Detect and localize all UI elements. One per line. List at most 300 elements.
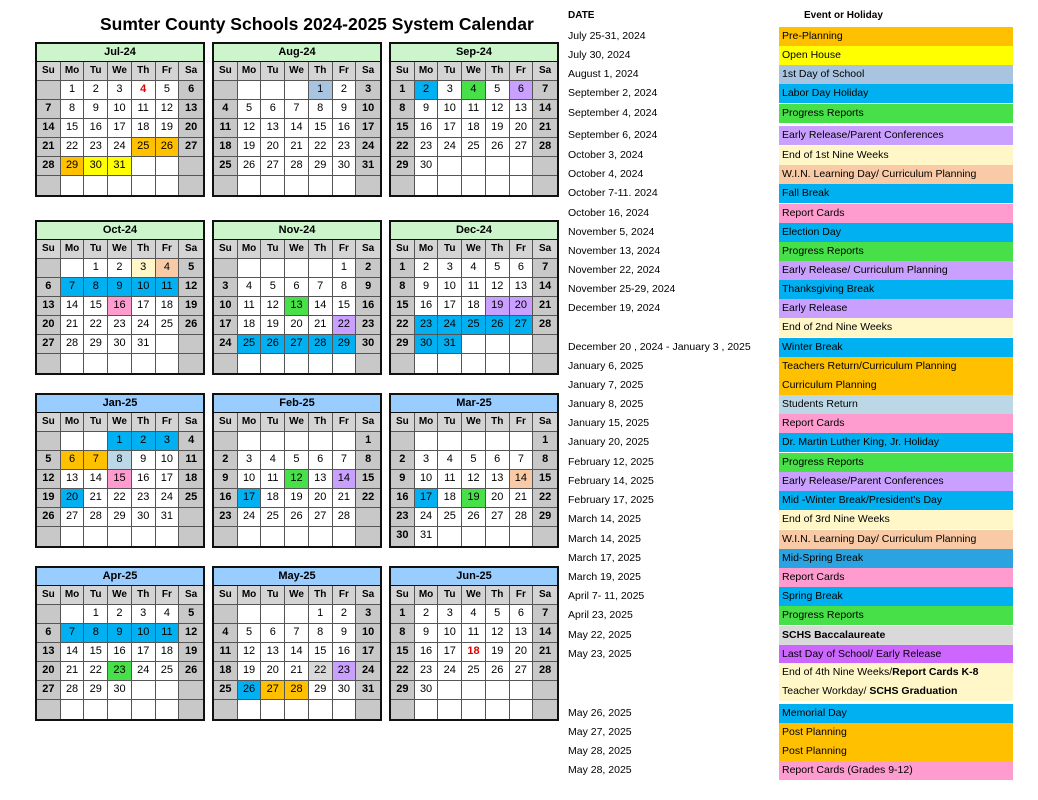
empty-day-cell <box>37 176 61 195</box>
empty-day-cell <box>333 700 357 719</box>
weekday-label: Th <box>309 413 333 432</box>
day-cell: 12 <box>179 624 203 643</box>
weekday-label: Mo <box>61 586 85 605</box>
weekday-label: Tu <box>438 62 462 81</box>
day-cell: 2 <box>214 451 238 470</box>
day-cell: 4 <box>156 259 180 278</box>
day-cell: 8 <box>61 100 85 119</box>
empty-day-cell <box>214 176 238 195</box>
day-cell: 28 <box>533 316 557 335</box>
event-label: Pre-Planning <box>779 27 1013 46</box>
empty-day-cell <box>356 176 380 195</box>
day-cell: 30 <box>415 335 439 354</box>
day-cell: 20 <box>510 643 534 662</box>
day-cell: 22 <box>309 662 333 681</box>
week-row <box>37 354 203 373</box>
empty-day-cell <box>415 700 439 719</box>
day-cell: 12 <box>261 297 285 316</box>
week-row <box>37 662 203 681</box>
empty-day-cell <box>238 259 262 278</box>
empty-day-cell <box>61 700 85 719</box>
week-row <box>391 259 557 278</box>
day-cell: 18 <box>462 297 486 316</box>
weekday-header <box>391 586 557 605</box>
weekday-label: Su <box>391 413 415 432</box>
week-row <box>391 470 557 489</box>
empty-day-cell <box>356 527 380 546</box>
empty-day-cell <box>61 354 85 373</box>
day-cell: 29 <box>533 508 557 527</box>
weekday-label: Mo <box>238 62 262 81</box>
day-cell: 7 <box>61 278 85 297</box>
day-cell: 5 <box>285 451 309 470</box>
day-cell: 8 <box>391 624 415 643</box>
week-row <box>37 470 203 489</box>
day-cell: 23 <box>108 316 132 335</box>
month-sep-24 <box>389 42 559 197</box>
day-cell: 13 <box>37 643 61 662</box>
empty-day-cell <box>285 527 309 546</box>
week-row <box>37 335 203 354</box>
day-cell: 26 <box>261 335 285 354</box>
day-cell: 29 <box>391 157 415 176</box>
week-row <box>214 100 380 119</box>
day-cell: 3 <box>132 605 156 624</box>
weekday-label: Tu <box>84 62 108 81</box>
day-cell: 24 <box>438 316 462 335</box>
event-label: Curriculum Planning <box>779 376 1013 395</box>
day-cell: 26 <box>238 681 262 700</box>
week-row <box>214 605 380 624</box>
empty-day-cell <box>132 176 156 195</box>
month-feb-25 <box>212 393 382 548</box>
weekday-label: Fr <box>333 413 357 432</box>
month-title: Sep-24 <box>391 44 557 62</box>
day-cell: 19 <box>285 489 309 508</box>
day-cell: 23 <box>415 316 439 335</box>
event-date: November 22, 2024 <box>568 264 661 276</box>
day-cell: 4 <box>214 100 238 119</box>
empty-day-cell <box>510 527 534 546</box>
day-cell: 27 <box>309 508 333 527</box>
week-row <box>214 157 380 176</box>
event-date: August 1, 2024 <box>568 68 639 80</box>
week-row <box>37 259 203 278</box>
day-cell: 11 <box>238 297 262 316</box>
day-cell: 31 <box>356 157 380 176</box>
day-cell: 14 <box>285 643 309 662</box>
day-cell: 9 <box>84 100 108 119</box>
day-cell: 14 <box>533 100 557 119</box>
day-cell: 22 <box>309 138 333 157</box>
day-cell: 14 <box>309 297 333 316</box>
day-cell: 5 <box>156 81 180 100</box>
day-cell: 30 <box>132 508 156 527</box>
week-row <box>214 662 380 681</box>
weekday-label: Mo <box>415 62 439 81</box>
day-cell: 14 <box>510 470 534 489</box>
empty-day-cell <box>510 432 534 451</box>
empty-day-cell <box>179 176 203 195</box>
event-date: February 17, 2025 <box>568 494 654 506</box>
day-cell: 1 <box>391 259 415 278</box>
empty-day-cell <box>156 176 180 195</box>
weekday-label: Sa <box>356 240 380 259</box>
event-date: July 30, 2024 <box>568 49 631 61</box>
day-cell: 9 <box>415 278 439 297</box>
week-row <box>214 700 380 719</box>
day-cell: 3 <box>214 278 238 297</box>
day-cell: 21 <box>37 138 61 157</box>
day-cell: 16 <box>108 297 132 316</box>
day-cell: 14 <box>61 297 85 316</box>
day-cell: 13 <box>261 643 285 662</box>
week-row <box>214 354 380 373</box>
empty-day-cell <box>214 81 238 100</box>
day-cell: 23 <box>391 508 415 527</box>
month-title: Jan-25 <box>37 395 203 413</box>
empty-day-cell <box>510 176 534 195</box>
week-row <box>37 605 203 624</box>
day-cell: 10 <box>438 624 462 643</box>
weekday-label: Th <box>309 586 333 605</box>
empty-day-cell <box>214 700 238 719</box>
day-cell: 6 <box>261 624 285 643</box>
empty-day-cell <box>179 335 203 354</box>
weekday-label: Fr <box>156 586 180 605</box>
month-dec-24 <box>389 220 559 375</box>
empty-day-cell <box>156 335 180 354</box>
day-cell: 16 <box>132 470 156 489</box>
event-label: Early Release/Parent Conferences <box>779 126 1013 145</box>
day-cell: 7 <box>510 451 534 470</box>
day-cell: 11 <box>156 278 180 297</box>
empty-day-cell <box>179 157 203 176</box>
event-label: W.I.N. Learning Day/ Curriculum Planning <box>779 165 1013 184</box>
empty-day-cell <box>309 432 333 451</box>
day-cell: 12 <box>486 624 510 643</box>
empty-day-cell <box>533 681 557 700</box>
day-cell: 2 <box>391 451 415 470</box>
empty-day-cell <box>238 527 262 546</box>
weekday-label: Tu <box>84 586 108 605</box>
day-cell: 6 <box>37 278 61 297</box>
weekday-header <box>37 413 203 432</box>
week-row <box>214 335 380 354</box>
event-label: Fall Break <box>779 184 1013 203</box>
day-cell: 27 <box>37 681 61 700</box>
event-label: SCHS Baccalaureate <box>779 626 1013 645</box>
week-row <box>214 119 380 138</box>
day-cell: 30 <box>108 335 132 354</box>
day-cell: 18 <box>238 316 262 335</box>
empty-day-cell <box>438 700 462 719</box>
day-cell: 8 <box>309 624 333 643</box>
event-label: 1st Day of School <box>779 65 1013 84</box>
day-cell: 24 <box>356 662 380 681</box>
empty-day-cell <box>108 527 132 546</box>
day-cell: 24 <box>356 138 380 157</box>
weekday-label: Th <box>132 62 156 81</box>
month-mar-25 <box>389 393 559 548</box>
empty-day-cell <box>132 700 156 719</box>
day-cell: 24 <box>438 662 462 681</box>
day-cell: 11 <box>214 119 238 138</box>
day-cell: 18 <box>261 489 285 508</box>
day-cell: 16 <box>415 297 439 316</box>
week-row <box>214 508 380 527</box>
weekday-header <box>214 413 380 432</box>
week-row <box>37 489 203 508</box>
weekday-label: Tu <box>261 586 285 605</box>
day-cell: 26 <box>238 157 262 176</box>
event-label: Mid -Winter Break/President's Day <box>779 491 1013 510</box>
event-label: Memorial Day <box>779 704 1013 723</box>
day-cell: 3 <box>238 451 262 470</box>
event-date: March 14, 2025 <box>568 533 641 545</box>
week-row <box>391 681 557 700</box>
day-cell: 7 <box>84 451 108 470</box>
week-row <box>214 624 380 643</box>
day-cell: 1 <box>84 605 108 624</box>
weekday-label: Su <box>37 413 61 432</box>
event-date: March 19, 2025 <box>568 571 641 583</box>
week-row <box>214 489 380 508</box>
day-cell: 15 <box>309 643 333 662</box>
day-cell: 16 <box>108 643 132 662</box>
empty-day-cell <box>179 681 203 700</box>
day-cell: 5 <box>238 624 262 643</box>
empty-day-cell <box>309 354 333 373</box>
weekday-label: Fr <box>156 413 180 432</box>
day-cell: 10 <box>356 624 380 643</box>
weekday-label: Sa <box>179 62 203 81</box>
weekday-label: Mo <box>238 586 262 605</box>
day-cell: 13 <box>61 470 85 489</box>
day-cell: 5 <box>179 605 203 624</box>
day-cell: 22 <box>533 489 557 508</box>
empty-day-cell <box>309 700 333 719</box>
empty-day-cell <box>333 432 357 451</box>
day-cell: 8 <box>84 278 108 297</box>
day-cell: 5 <box>37 451 61 470</box>
day-cell: 7 <box>333 451 357 470</box>
day-cell: 2 <box>356 259 380 278</box>
day-cell: 12 <box>285 470 309 489</box>
day-cell: 19 <box>238 662 262 681</box>
weekday-label: We <box>462 413 486 432</box>
empty-day-cell <box>61 527 85 546</box>
week-row <box>37 119 203 138</box>
day-cell: 4 <box>179 432 203 451</box>
day-cell: 10 <box>438 278 462 297</box>
empty-day-cell <box>156 157 180 176</box>
event-label: Early Release/Parent Conferences <box>779 472 1013 491</box>
day-cell: 1 <box>356 432 380 451</box>
day-cell: 6 <box>510 81 534 100</box>
day-cell: 16 <box>415 643 439 662</box>
month-oct-24 <box>35 220 205 375</box>
week-row <box>37 527 203 546</box>
day-cell: 27 <box>261 681 285 700</box>
event-date: May 28, 2025 <box>568 745 632 757</box>
empty-day-cell <box>61 259 85 278</box>
day-cell: 18 <box>462 119 486 138</box>
day-cell: 22 <box>333 316 357 335</box>
empty-day-cell <box>179 700 203 719</box>
day-cell: 28 <box>333 508 357 527</box>
day-cell: 1 <box>333 259 357 278</box>
empty-day-cell <box>108 700 132 719</box>
event-label: Report Cards <box>779 568 1013 587</box>
empty-day-cell <box>238 354 262 373</box>
event-label: Report Cards <box>779 414 1013 433</box>
day-cell: 12 <box>179 278 203 297</box>
day-cell: 20 <box>261 662 285 681</box>
weekday-label: We <box>108 413 132 432</box>
weekday-label: Fr <box>333 586 357 605</box>
day-cell: 20 <box>61 489 85 508</box>
day-cell: 5 <box>462 451 486 470</box>
weekday-label: We <box>285 240 309 259</box>
empty-day-cell <box>486 527 510 546</box>
day-cell: 4 <box>462 259 486 278</box>
day-cell: 11 <box>438 470 462 489</box>
week-row <box>391 432 557 451</box>
day-cell: 27 <box>486 508 510 527</box>
empty-day-cell <box>333 354 357 373</box>
day-cell: 24 <box>238 508 262 527</box>
empty-day-cell <box>438 527 462 546</box>
empty-day-cell <box>510 354 534 373</box>
weekday-label: Su <box>391 240 415 259</box>
day-cell: 9 <box>214 470 238 489</box>
weekday-label: Mo <box>415 586 439 605</box>
day-cell: 8 <box>309 100 333 119</box>
week-row <box>391 278 557 297</box>
day-cell: 14 <box>61 643 85 662</box>
week-row <box>391 81 557 100</box>
day-cell: 25 <box>214 157 238 176</box>
event-date: October 4, 2024 <box>568 168 644 180</box>
day-cell: 22 <box>84 662 108 681</box>
day-cell: 11 <box>462 624 486 643</box>
day-cell: 19 <box>486 297 510 316</box>
day-cell: 15 <box>391 297 415 316</box>
weekday-label: Su <box>37 586 61 605</box>
weekday-label: Th <box>486 413 510 432</box>
empty-day-cell <box>415 432 439 451</box>
day-cell: 27 <box>510 316 534 335</box>
event-label: W.I.N. Learning Day/ Curriculum Planning <box>779 530 1013 549</box>
day-cell: 21 <box>533 643 557 662</box>
day-cell: 17 <box>438 297 462 316</box>
day-cell: 1 <box>309 605 333 624</box>
empty-day-cell <box>214 259 238 278</box>
weekday-label: Tu <box>438 240 462 259</box>
event-label: Early Release <box>779 299 1013 318</box>
event-date: February 14, 2025 <box>568 475 654 487</box>
day-cell: 23 <box>84 138 108 157</box>
event-date: December 20 , 2024 - January 3 , 2025 <box>568 341 751 353</box>
month-title: Jul-24 <box>37 44 203 62</box>
day-cell: 10 <box>214 297 238 316</box>
day-cell: 28 <box>84 508 108 527</box>
empty-day-cell <box>510 157 534 176</box>
day-cell: 5 <box>238 100 262 119</box>
event-date: May 27, 2025 <box>568 726 632 738</box>
empty-day-cell <box>486 176 510 195</box>
day-cell: 24 <box>415 508 439 527</box>
day-cell: 8 <box>533 451 557 470</box>
event-date: September 6, 2024 <box>568 129 658 141</box>
empty-day-cell <box>108 354 132 373</box>
day-cell: 31 <box>156 508 180 527</box>
day-cell: 7 <box>285 100 309 119</box>
day-cell: 1 <box>391 81 415 100</box>
day-cell: 25 <box>179 489 203 508</box>
week-row <box>214 470 380 489</box>
empty-day-cell <box>261 176 285 195</box>
weekday-label: Tu <box>261 413 285 432</box>
day-cell: 23 <box>108 662 132 681</box>
empty-day-cell <box>179 527 203 546</box>
event-date: May 22, 2025 <box>568 629 632 641</box>
empty-day-cell <box>285 176 309 195</box>
empty-day-cell <box>533 176 557 195</box>
day-cell: 1 <box>61 81 85 100</box>
week-row <box>391 700 557 719</box>
month-title: Aug-24 <box>214 44 380 62</box>
week-row <box>214 297 380 316</box>
event-date: March 17, 2025 <box>568 552 641 564</box>
day-cell: 19 <box>37 489 61 508</box>
weekday-label: Fr <box>333 62 357 81</box>
day-cell: 13 <box>261 119 285 138</box>
day-cell: 26 <box>179 662 203 681</box>
day-cell: 27 <box>37 335 61 354</box>
week-row <box>37 278 203 297</box>
weekday-label: Tu <box>261 62 285 81</box>
week-row <box>37 176 203 195</box>
day-cell: 19 <box>179 643 203 662</box>
day-cell: 10 <box>238 470 262 489</box>
month-jun-25 <box>389 566 559 721</box>
empty-day-cell <box>486 354 510 373</box>
day-cell: 28 <box>309 335 333 354</box>
day-cell: 23 <box>415 138 439 157</box>
day-cell: 29 <box>84 681 108 700</box>
empty-day-cell <box>156 681 180 700</box>
day-cell: 19 <box>486 119 510 138</box>
day-cell: 16 <box>391 489 415 508</box>
day-cell: 9 <box>415 100 439 119</box>
day-cell: 15 <box>61 119 85 138</box>
day-cell: 27 <box>179 138 203 157</box>
day-cell: 12 <box>238 643 262 662</box>
weekday-label: We <box>285 413 309 432</box>
day-cell: 21 <box>533 297 557 316</box>
week-row <box>391 100 557 119</box>
day-cell: 31 <box>356 681 380 700</box>
event-date: September 4, 2024 <box>568 107 658 119</box>
event-label: Open House <box>779 46 1013 65</box>
day-cell: 5 <box>179 259 203 278</box>
day-cell: 10 <box>356 100 380 119</box>
empty-day-cell <box>84 700 108 719</box>
weekday-label: Mo <box>415 240 439 259</box>
day-cell: 26 <box>486 138 510 157</box>
